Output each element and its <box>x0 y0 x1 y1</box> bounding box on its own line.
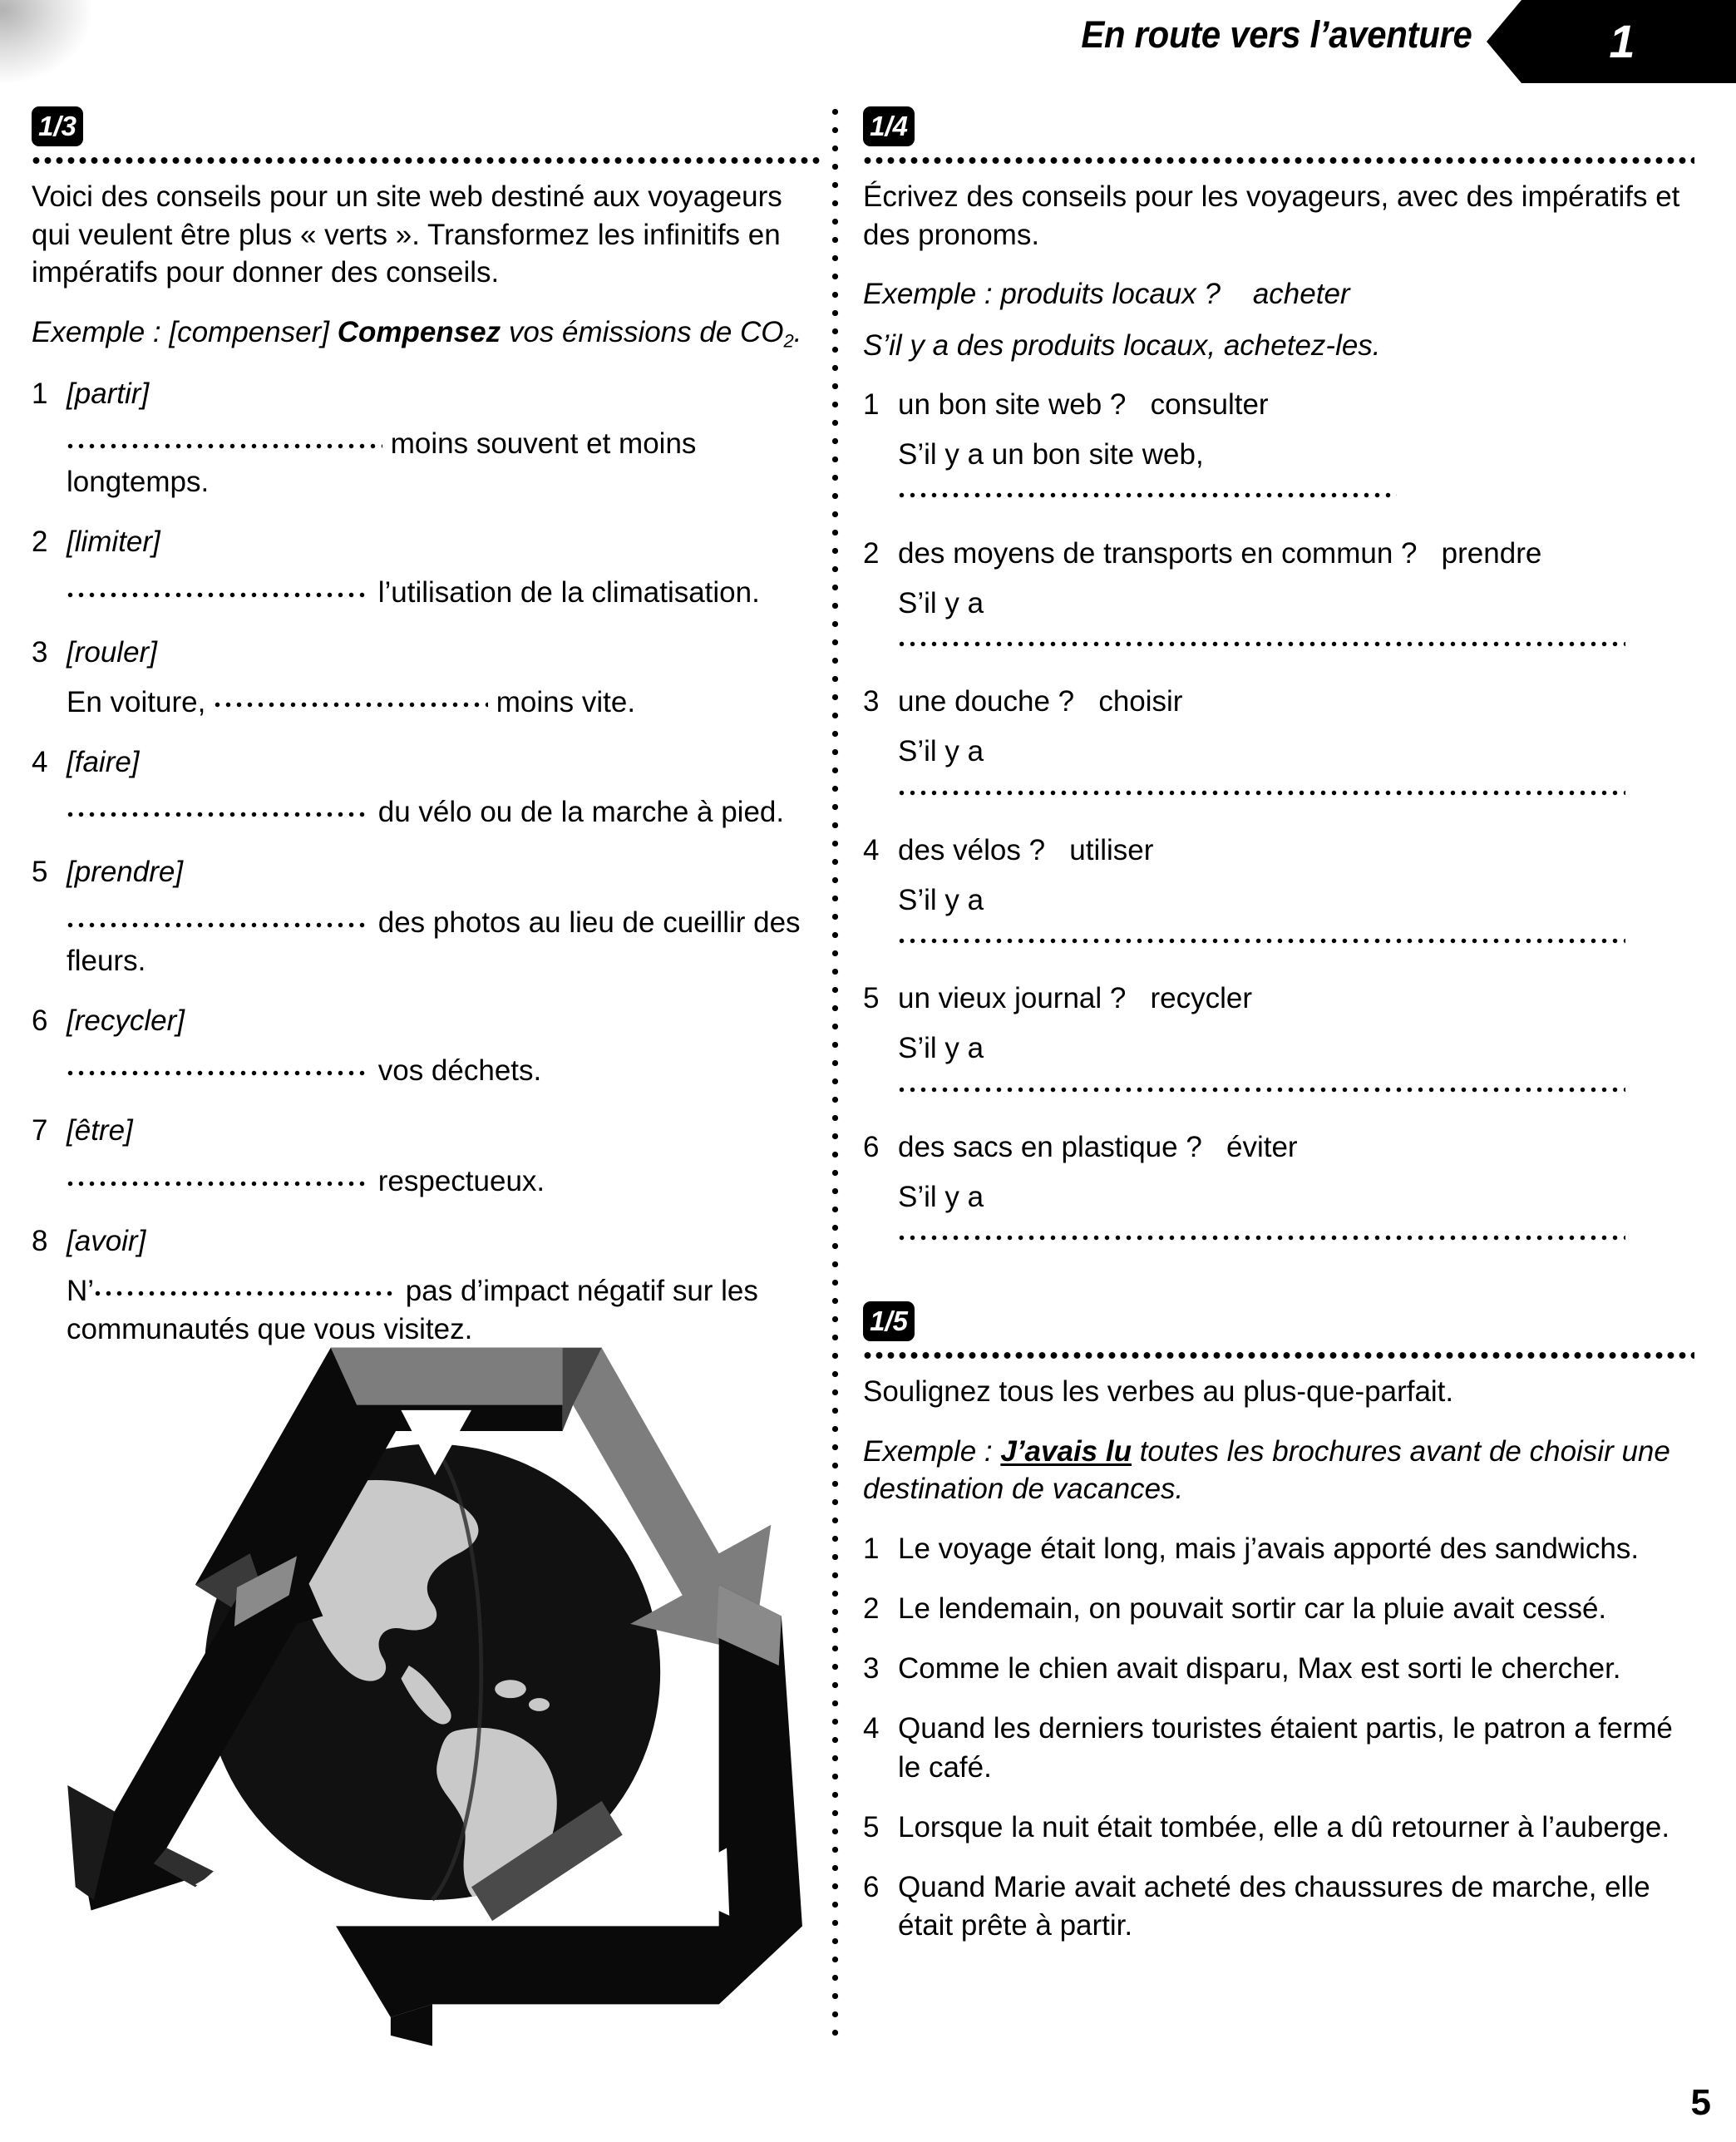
item-number: 6 <box>863 1871 880 1903</box>
dotted-answer-blank[interactable] <box>898 1234 1625 1241</box>
list-item <box>863 980 1694 1018</box>
list-item <box>863 1128 1694 1167</box>
item-cue-and-verb <box>898 535 1694 573</box>
dotted-answer-blank[interactable] <box>67 1069 370 1077</box>
dotted-answer-blank[interactable] <box>67 442 382 450</box>
dotted-answer-blank[interactable] <box>67 591 370 599</box>
item-cue-and-verb <box>898 683 1694 721</box>
answer-line[interactable] <box>32 684 821 722</box>
item-verb: utiliser <box>1069 833 1154 866</box>
example-rest: toutes les brochures avant de choisir une destination de vacances. <box>863 1434 1670 1506</box>
answer-prefix: S’il y a <box>898 586 984 619</box>
example-underlined-verb: J’avais lu <box>1000 1434 1132 1468</box>
answer-suffix: des photos au lieu de cueillir des fleurs. <box>67 906 801 977</box>
item-cue: une douche ? <box>898 685 1075 718</box>
exercise-1-4-example-line2: S’il y a des produits locaux, achetez-les. <box>863 328 1381 362</box>
column-divider <box>831 108 839 2046</box>
item-number: 4 <box>863 833 880 866</box>
dotted-answer-blank[interactable] <box>214 701 488 708</box>
item-verb: éviter <box>1226 1130 1298 1163</box>
answer-prefix: N’ <box>67 1274 95 1307</box>
item-verb: prendre <box>1441 536 1542 570</box>
item-number: 4 <box>32 746 48 779</box>
item-verb: consulter <box>1150 388 1269 421</box>
item-number: 7 <box>32 1114 48 1148</box>
item-cue-and-verb <box>898 980 1694 1018</box>
item-sentence[interactable]: Le voyage était long, mais j’avais apporté des sandwichs. <box>898 1532 1640 1565</box>
list-item <box>863 832 1694 870</box>
exercise-badge-1-5: 1/5 <box>863 1301 915 1341</box>
item-verb: [avoir] <box>67 1224 146 1257</box>
page-number: 5 <box>1690 2082 1711 2123</box>
item-number: 3 <box>863 1652 880 1685</box>
exercise-1-4-header <box>863 106 1694 166</box>
item-verb: [recycler] <box>67 1004 185 1038</box>
exercise-1-3-header <box>32 106 821 166</box>
example-rest: vos émissions de CO <box>508 315 784 348</box>
item-number: 1 <box>32 377 48 410</box>
dotted-answer-blank[interactable] <box>67 811 370 818</box>
item-verb: choisir <box>1098 685 1183 718</box>
list-item <box>32 375 821 413</box>
item-number: 3 <box>863 685 880 718</box>
item-number: 2 <box>32 526 48 559</box>
example-bracket-verb: [compenser] <box>169 315 329 348</box>
item-cue: un vieux journal ? <box>898 982 1127 1015</box>
list-item <box>32 523 821 561</box>
item-verb: recycler <box>1150 982 1253 1015</box>
chapter-title: En route vers l’aventure <box>1080 13 1472 56</box>
exercise-1-4-example-line1: Exemple : produits locaux ? acheter <box>863 278 1350 310</box>
answer-line[interactable] <box>863 881 1694 958</box>
item-number: 2 <box>863 1592 880 1626</box>
item-sentence[interactable]: Comme le chien avait disparu, Max est sorti le chercher. <box>898 1652 1621 1685</box>
exercise-1-4-instruction: Écrivez des conseils pour les voyageurs, avec des impératifs et des pronoms. <box>863 180 1680 251</box>
co2-subscript: 2 <box>783 330 794 352</box>
item-verb: [prendre] <box>67 856 184 889</box>
item-number: 5 <box>863 982 880 1015</box>
item-verb: [limiter] <box>67 526 160 559</box>
answer-prefix: S’il y a <box>898 1032 984 1065</box>
item-cue-and-verb <box>898 1128 1694 1167</box>
right-column <box>863 106 1694 1945</box>
list-item <box>32 853 821 891</box>
answer-line[interactable] <box>32 1052 821 1090</box>
left-column <box>32 106 821 1349</box>
list-item <box>32 1112 821 1150</box>
list-item <box>32 634 821 672</box>
item-verb: [être] <box>67 1114 133 1148</box>
answer-line[interactable] <box>863 1029 1694 1106</box>
exercise-badge-1-4: 1/4 <box>863 106 915 146</box>
exercise-rule <box>863 156 1694 165</box>
list-item <box>863 386 1694 424</box>
list-item <box>863 1590 1694 1628</box>
exercise-1-3-instruction: Voici des conseils pour un site web destiné aux voyageurs qui veulent être plus « verts ». Transformez les infinitifs en impératifs pour donner des conseils. <box>32 180 782 289</box>
answer-line[interactable] <box>863 436 1694 512</box>
exercise-1-3-example <box>32 313 821 353</box>
page-header <box>0 0 1736 91</box>
example-label: Exemple : <box>863 1434 993 1468</box>
answer-line[interactable] <box>863 1178 1694 1255</box>
exercise-rule <box>863 1351 1694 1360</box>
list-item <box>863 1650 1694 1688</box>
item-cue-and-verb <box>898 832 1694 870</box>
answer-line[interactable] <box>32 425 821 501</box>
answer-line[interactable] <box>863 733 1694 809</box>
dotted-answer-blank[interactable] <box>67 921 370 929</box>
answer-suffix: du vélo ou de la marche à pied. <box>377 796 785 829</box>
item-number: 1 <box>863 1532 880 1565</box>
example-label: Exemple : <box>32 315 161 348</box>
exercise-rule <box>32 156 821 165</box>
item-sentence[interactable]: Quand les derniers touristes étaient partis, le patron a fermé le café. <box>898 1712 1673 1784</box>
item-number: 6 <box>863 1130 880 1163</box>
item-number: 2 <box>863 536 880 570</box>
list-item <box>32 743 821 782</box>
exercise-1-5-instruction: Soulignez tous les verbes au plus-que-parfait. <box>863 1375 1454 1409</box>
answer-line[interactable] <box>863 585 1694 661</box>
answer-prefix: En voiture, <box>67 685 206 718</box>
list-item <box>863 683 1694 721</box>
list-item <box>863 1868 1694 1945</box>
item-cue: des sacs en plastique ? <box>898 1130 1202 1163</box>
item-number: 3 <box>32 635 48 669</box>
item-cue-and-verb <box>898 386 1694 424</box>
recycling-globe-illustration <box>42 1271 823 2061</box>
answer-line[interactable] <box>32 904 821 980</box>
answer-suffix: pas d’impact négatif sur les communautés que vous visitez. <box>67 1274 758 1346</box>
dotted-answer-blank[interactable] <box>898 789 1625 797</box>
item-sentence[interactable]: Le lendemain, on pouvait sortir car la pluie avait cessé. <box>898 1592 1607 1626</box>
dotted-answer-blank[interactable] <box>898 491 1397 499</box>
answer-line[interactable] <box>32 793 821 832</box>
dotted-answer-blank[interactable] <box>898 640 1625 648</box>
answer-prefix: S’il y a un bon site web, <box>898 438 1204 471</box>
answer-suffix: l’utilisation de la climatisation. <box>377 575 760 609</box>
answer-prefix: S’il y a <box>898 1181 984 1213</box>
answer-line[interactable] <box>32 574 821 612</box>
item-cue: des vélos ? <box>898 833 1046 866</box>
item-number: 5 <box>863 1810 880 1843</box>
exercise-1-5-example <box>863 1433 1694 1508</box>
item-verb: [partir] <box>67 377 150 410</box>
example-answer: Compensez <box>337 315 501 348</box>
list-item <box>32 1222 821 1261</box>
item-cue: un bon site web ? <box>898 388 1127 421</box>
item-sentence[interactable]: Quand Marie avait acheté des chaussures de marche, elle était prête à partir. <box>898 1871 1650 1942</box>
item-cue: des moyens de transports en commun ? <box>898 536 1418 570</box>
list-item <box>863 1530 1694 1568</box>
item-number: 8 <box>32 1224 48 1257</box>
exercise-badge-1-3: 1/3 <box>32 106 83 146</box>
answer-suffix: moins souvent et moins longtemps. <box>67 427 697 499</box>
dotted-answer-blank[interactable] <box>67 1180 370 1187</box>
list-item <box>863 1809 1694 1847</box>
list-item <box>32 1002 821 1040</box>
answer-suffix: respectueux. <box>377 1164 545 1197</box>
list-item <box>863 1710 1694 1786</box>
exercise-1-5-header <box>863 1301 1694 1361</box>
item-number: 4 <box>863 1712 880 1745</box>
answer-suffix: vos déchets. <box>377 1054 542 1088</box>
list-item <box>863 535 1694 573</box>
item-verb: [faire] <box>67 746 140 779</box>
dotted-answer-blank[interactable] <box>898 1086 1625 1093</box>
chapter-number: 1 <box>1609 15 1635 67</box>
example-rest-end: . <box>793 315 802 348</box>
item-sentence[interactable]: Lorsque la nuit était tombée, elle a dû retourner à l’auberge. <box>898 1810 1670 1843</box>
answer-suffix: moins vite. <box>496 685 636 718</box>
item-verb: [rouler] <box>67 635 157 669</box>
answer-prefix: S’il y a <box>898 883 984 916</box>
dotted-answer-blank[interactable] <box>898 937 1625 945</box>
answer-prefix: S’il y a <box>898 735 984 768</box>
item-number: 1 <box>863 388 880 421</box>
answer-line[interactable] <box>32 1162 821 1201</box>
item-number: 6 <box>32 1004 48 1038</box>
item-number: 5 <box>32 856 48 889</box>
